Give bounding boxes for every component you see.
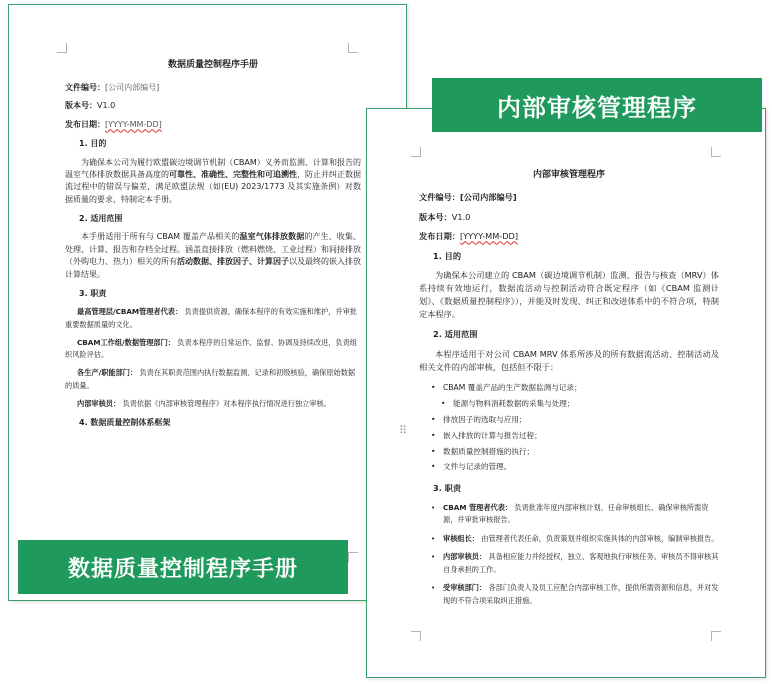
role-paragraph: 最高管理层/CBAM管理者代表： 负责提供资源，确保本程序的有效实施和维护，并审批重要数据质量的文化。 [65,307,357,329]
document-page-internal-audit [366,108,766,678]
role-paragraph: 内部审核员： 负责依据《内部审核管理程序》对本程序执行情况进行独立审核。 [77,398,331,408]
document-title: 内部审核管理程序 [532,170,605,180]
doc-number-value: [公司内部编号] [459,192,517,203]
version-label: 版本号： [419,211,452,222]
margin-corner-mark [57,43,67,53]
list-item: • CBAM 管理者代表： 负责批准年度内部审核计划、任命审核组长、确保审核所需资源，并审批审核报告。 [419,502,719,527]
list-item: • 文件与记录的管理。 [419,459,719,475]
list-item: • 内部审核员： 具备相应能力并经授权，独立、客观地执行审核任务。审核员不得审核其自身承担的工作。 [419,551,719,576]
version-label: 版本号： [65,101,97,111]
responsibilities-list [419,502,719,608]
date-value: [YYYY-MM-DD] [459,230,519,241]
list-item: • 嵌入排放的计算与报告过程； [419,428,719,444]
purpose-paragraph: 为确保本公司建立的 CBAM（碳边境调节机制）监测、报告与核查（MRV）体系持续有效地运行，数据流活动与控制活动符合既定程序（如《CBAM 监测计划》、《数据质量控制程序》），并能及时发现、纠正和改进体系中的不符合项，特制定本程序。 [419,269,719,320]
doc-number-value: [公司内部编号] [105,82,160,92]
version-line [419,211,719,224]
scope-paragraph: 本程序适用于对公司 CBAM MRV 体系所涉及的所有数据流活动、控制活动及相关文件的内部审核，包括但不限于： [419,348,719,372]
doc-number-line [419,191,719,204]
purpose-paragraph: 为确保本公司为履行欧盟碳边境调节机制（CBAM）义务而监测、计算和报告的温室气体排放数据具备高度的可靠性、准确性、完整性和可追溯性，防止并纠正数据流过程中的错误与偏差，满足欧盟法规（如(EU) 2023/1773 及其实施条例）对数据质量的要求，特制定本手册。 [65,157,361,204]
margin-corner-mark [711,147,721,157]
scope-paragraph: 本手册适用于所有与 CBAM 覆盖产品相关的温室气体排放数据的产生、收集、处理、计算、报告和存档全过程。涵盖直接排放（燃料燃烧、工业过程）和间接排放（外购电力、热力）相关的所有活动数据、排放因子、计算因子以及最终的嵌入排放计算结果。 [65,232,362,279]
date-label: 发布日期： [65,119,105,129]
section-heading-responsibilities: 3. 职责 [79,289,107,299]
date-value: [YYYY-MM-DD] [105,119,162,129]
version-line [65,100,361,112]
margin-corner-mark [411,631,421,641]
role-paragraph: CBAM工作组/数据管理部门： 负责本程序的日常运作、监督、协调及持续改进，负责组织风险评估。 [65,337,357,360]
margin-corner-mark [711,631,721,641]
drag-handle-icon[interactable]: ⠿ [399,424,408,437]
banner-internal-audit: 内部审核管理程序 [432,78,762,132]
doc-number-line [65,82,361,94]
document-body [419,162,719,614]
doc-number-label: 文件编号： [419,192,460,203]
document-body [65,53,361,435]
margin-corner-mark [348,43,358,53]
list-item: • 审核组长： 由管理者代表任命，负责策划并组织实施具体的内部审核，编制审核报告。 [419,533,719,546]
document-page-data-quality-manual [8,4,407,601]
date-line [419,230,719,243]
scope-list [419,380,719,476]
list-item: • 排放因子的选取与应用； [419,412,719,428]
version-value: V1.0 [451,211,471,222]
section-heading-framework: 4. 数据质量控制体系框架 [79,418,171,428]
margin-corner-mark [348,552,358,562]
list-item: • 能源与物料消耗数据的采集与处理； [419,396,719,412]
section-heading-purpose: 1. 目的 [79,139,107,149]
margin-corner-mark [411,147,421,157]
section-heading-scope: 2. 适用范围 [433,329,478,340]
section-heading-responsibilities: 3. 职责 [433,483,462,494]
list-item: • 受审核部门： 各部门负责人及员工应配合内部审核工作，提供所需资源和信息，并对发现的不符合项采取纠正措施。 [419,582,719,607]
document-title: 数据质量控制程序手册 [167,60,258,70]
section-heading-scope: 2. 适用范围 [79,214,123,224]
role-paragraph: 各生产/职能部门： 负责在其职责范围内执行数据监测、记录和初级核验，确保原始数据的质量。 [65,368,356,390]
list-item: • CBAM 覆盖产品的生产数据监测与记录； [419,380,719,396]
date-label: 发布日期： [419,230,460,241]
date-line [65,119,361,131]
list-item: • 数据质量控制措施的执行； [419,444,719,460]
banner-data-quality-manual: 数据质量控制程序手册 [18,540,348,594]
version-value: V1.0 [97,101,116,111]
section-heading-purpose: 1. 目的 [433,250,462,261]
doc-number-label: 文件编号： [65,82,105,92]
